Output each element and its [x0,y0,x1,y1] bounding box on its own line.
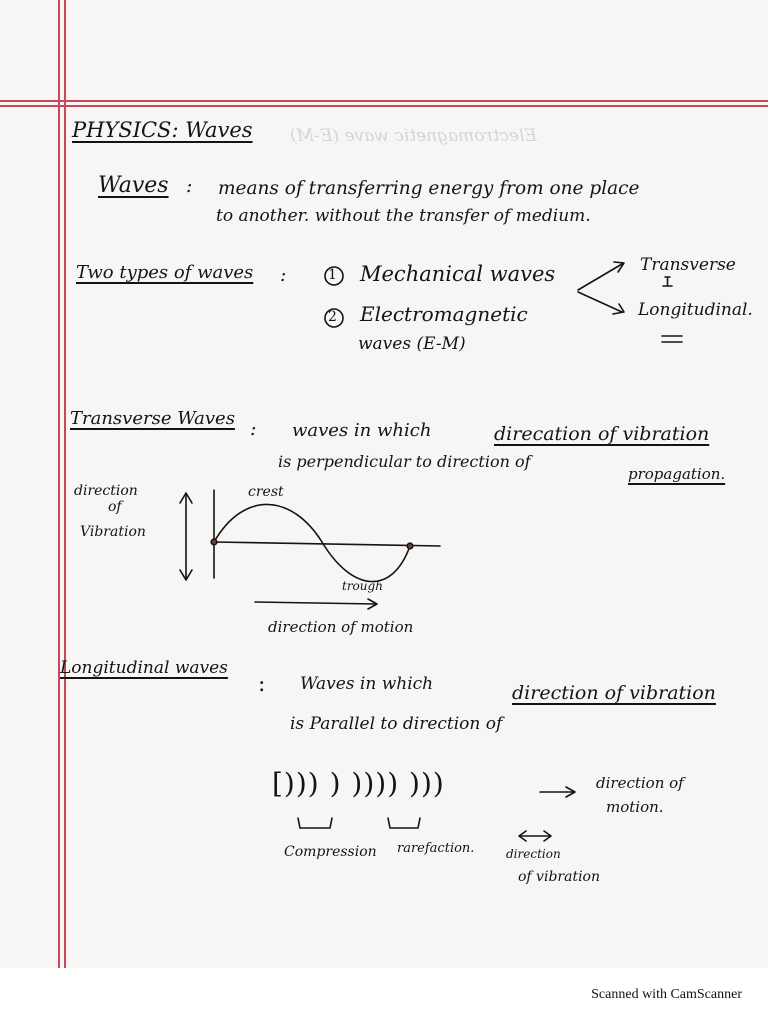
waves-term: Waves [98,173,169,198]
vibration-label-line1: direction [74,483,138,499]
trough-label: trough [342,579,383,593]
tee-mark [663,277,672,286]
waves-definition-line1: means of transferring energy from one place [218,178,640,199]
compression-label: Compression [284,844,377,860]
page-title: PHYSICS: Waves [72,118,253,142]
motion-label-line1: direction of [596,774,684,792]
double-underline [662,336,682,342]
wave-point [407,543,413,549]
compression-diagram: [))) ) )))) ))) [272,767,445,800]
types-label: Two types of waves [76,262,254,283]
longitudinal-def-line2: is Parallel to direction of [290,714,503,734]
longitudinal-term: Longitudinal waves [60,658,228,678]
arrow-icon [578,292,622,312]
vibration-dir-line1: direction [506,847,561,861]
direction-of-motion-label: direction of motion [268,618,414,636]
transverse-def-line2b: propagation. [628,465,726,483]
longitudinal-def-line1b: direction of vibration [512,682,716,704]
item1-number: 1 [328,267,337,283]
wave-point [211,539,217,545]
vibration-label-line3: Vibration [80,524,146,540]
types-colon: : [280,264,287,286]
transverse-branch: Transverse [640,255,736,275]
circle-icon [325,267,343,285]
circle-icon [325,309,343,327]
electromagnetic-waves-line1: Electromagnetic [360,302,528,326]
transverse-term: Transverse Waves [70,408,235,429]
mechanical-waves: Mechanical waves [360,262,556,286]
waves-colon: : [186,175,193,197]
longitudinal-branch: Longitudinal. [638,300,753,320]
motion-label-line2: motion. [606,798,664,816]
bleed-through-text: Electromagnetic wave (E-M) [290,126,537,146]
scanner-watermark: Scanned with CamScanner [591,987,742,1002]
vibration-label-line2: of [108,499,122,515]
vibration-dir-line2: of vibration [518,869,600,885]
item2-number: 2 [328,309,337,325]
crest-label: crest [248,484,284,500]
arrow-icon [578,264,622,290]
longitudinal-def-line1a: Waves in which [300,674,434,694]
motion-arrow [255,602,376,604]
longitudinal-colon: : [258,672,266,697]
transverse-def-line1b: direcation of vibration [494,423,710,445]
transverse-def-line1a: waves in which [292,420,432,441]
electromagnetic-waves-line2: waves (E-M) [358,334,466,354]
rarefaction-label: rarefaction. [397,841,475,856]
wave-axis [214,542,440,546]
rarefaction-brace [388,818,420,828]
transverse-colon: : [250,418,257,440]
transverse-def-line2a: is perpendicular to direction of [278,452,531,471]
waves-definition-line2: to another. without the transfer of medium. [216,206,591,226]
compression-brace [298,818,332,828]
